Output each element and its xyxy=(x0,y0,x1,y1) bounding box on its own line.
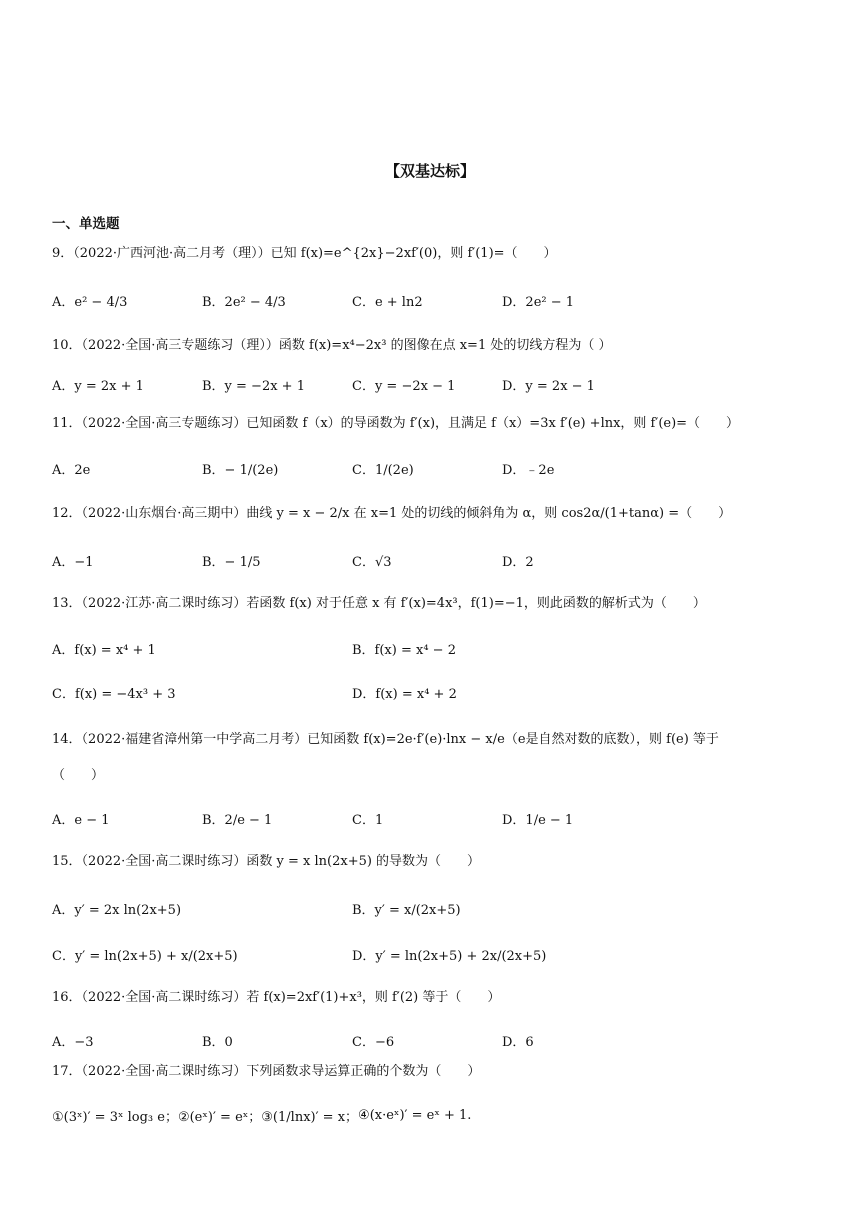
question-13-options-row2 xyxy=(52,674,822,710)
option-b[interactable]: B．f(x) = x⁴ − 2 xyxy=(352,642,456,658)
option-b[interactable]: B．− 1/5 xyxy=(202,554,261,570)
question-9-options xyxy=(52,282,822,318)
option-d[interactable]: D．2e² − 1 xyxy=(502,294,575,310)
option-d[interactable]: D．﹣2e xyxy=(502,462,555,478)
statement-3: ③(1/lnx)′ = x； xyxy=(261,1110,359,1125)
option-c[interactable]: C．−6 xyxy=(352,1034,395,1050)
option-a[interactable]: A．−3 xyxy=(52,1034,94,1050)
question-11-options xyxy=(52,450,822,486)
option-b[interactable]: B．2/e − 1 xyxy=(202,812,273,828)
question-14-stem-cont: （ ） xyxy=(52,768,105,783)
question-13-stem: 13．（2022·江苏·高二课时练习）若函数 f(x) 对于任意 x 有 f′(x)=4x³，f(1)=−1，则此函数的解析式为（ ） xyxy=(52,596,706,611)
option-b[interactable]: B．− 1/(2e) xyxy=(202,462,279,478)
option-c[interactable]: C．e + ln2 xyxy=(352,294,423,310)
option-d[interactable]: D．f(x) = x⁴ + 2 xyxy=(352,686,457,702)
statement-2: ②(eˣ)′ = eˣ； xyxy=(177,1110,262,1125)
option-a[interactable]: A．e² − 4/3 xyxy=(52,294,128,310)
question-11-stem: 11．（2022·全国·高三专题练习）已知函数 f（x）的导函数为 f′(x)，且满足 f（x）=3x f′(e) +lnx，则 f′(e)=（ ） xyxy=(52,416,740,431)
option-c[interactable]: C．f(x) = −4x³ + 3 xyxy=(52,686,176,702)
statement-1: ①(3ˣ)′ = 3ˣ log₃ e； xyxy=(52,1110,178,1125)
option-a[interactable]: A．y′ = 2x ln(2x+5) xyxy=(52,902,182,918)
option-d[interactable]: D．1/e − 1 xyxy=(502,812,574,828)
option-b[interactable]: B．0 xyxy=(202,1034,233,1050)
question-15-stem: 15．（2022·全国·高二课时练习）函数 y = x ln(2x+5) 的导数为（ ） xyxy=(52,854,481,869)
option-d[interactable]: D．2 xyxy=(502,554,534,570)
page-heading: 【双基达标】 xyxy=(384,162,475,180)
question-14-options xyxy=(52,800,822,836)
option-d[interactable]: D．y′ = ln(2x+5) + 2x/(2x+5) xyxy=(352,948,547,964)
question-15-options-row2 xyxy=(52,936,822,972)
question-10-options xyxy=(52,366,822,402)
question-17-statements xyxy=(52,1106,471,1125)
question-12-options xyxy=(52,542,822,578)
question-10-stem: 10．（2022·全国·高三专题练习（理））函数 f(x)=x⁴−2x³ 的图像在点 x=1 处的切线方程为（ ） xyxy=(52,338,612,353)
option-a[interactable]: A．−1 xyxy=(52,554,94,570)
option-a[interactable]: A．2e xyxy=(52,462,91,478)
statement-4: ④(x·eˣ)′ = eˣ + 1. xyxy=(358,1108,472,1123)
option-a[interactable]: A．y = 2x + 1 xyxy=(52,378,144,394)
option-c[interactable]: C．y = −2x − 1 xyxy=(352,378,456,394)
option-c[interactable]: C．1 xyxy=(352,812,384,828)
option-a[interactable]: A．f(x) = x⁴ + 1 xyxy=(52,642,156,658)
question-16-stem: 16．（2022·全国·高二课时练习）若 f(x)=2xf′(1)+x³，则 f′(2) 等于（ ） xyxy=(52,990,501,1005)
question-17-stem: 17．（2022·全国·高二课时练习）下列函数求导运算正确的个数为（ ） xyxy=(52,1064,481,1079)
option-c[interactable]: C．√3 xyxy=(352,554,392,570)
question-13-options-row1 xyxy=(52,630,822,666)
option-b[interactable]: B．y′ = x/(2x+5) xyxy=(352,902,461,918)
option-a[interactable]: A．e − 1 xyxy=(52,812,110,828)
question-14-stem: 14．（2022·福建省漳州第一中学高二月考）已知函数 f(x)=2e·f′(e)·lnx − x/e（e是自然对数的底数），则 f(e) 等于 xyxy=(52,732,719,747)
option-c[interactable]: C．1/(2e) xyxy=(352,462,414,478)
question-9-stem: 9．（2022·广西河池·高二月考（理））已知 f(x)=e^{2x}−2xf′(0)，则 f′(1)=（ ） xyxy=(52,246,557,261)
option-d[interactable]: D．6 xyxy=(502,1034,534,1050)
section-title: 一、单选题 xyxy=(52,216,120,232)
question-16-options xyxy=(52,1022,822,1058)
option-b[interactable]: B．y = −2x + 1 xyxy=(202,378,305,394)
option-d[interactable]: D．y = 2x − 1 xyxy=(502,378,595,394)
question-15-options-row1 xyxy=(52,890,822,926)
option-c[interactable]: C．y′ = ln(2x+5) + x/(2x+5) xyxy=(52,948,238,964)
option-b[interactable]: B．2e² − 4/3 xyxy=(202,294,286,310)
question-12-stem: 12．（2022·山东烟台·高三期中）曲线 y = x − 2/x 在 x=1 处的切线的倾斜角为 α，则 cos2α/(1+tanα) =（ ） xyxy=(52,506,732,521)
